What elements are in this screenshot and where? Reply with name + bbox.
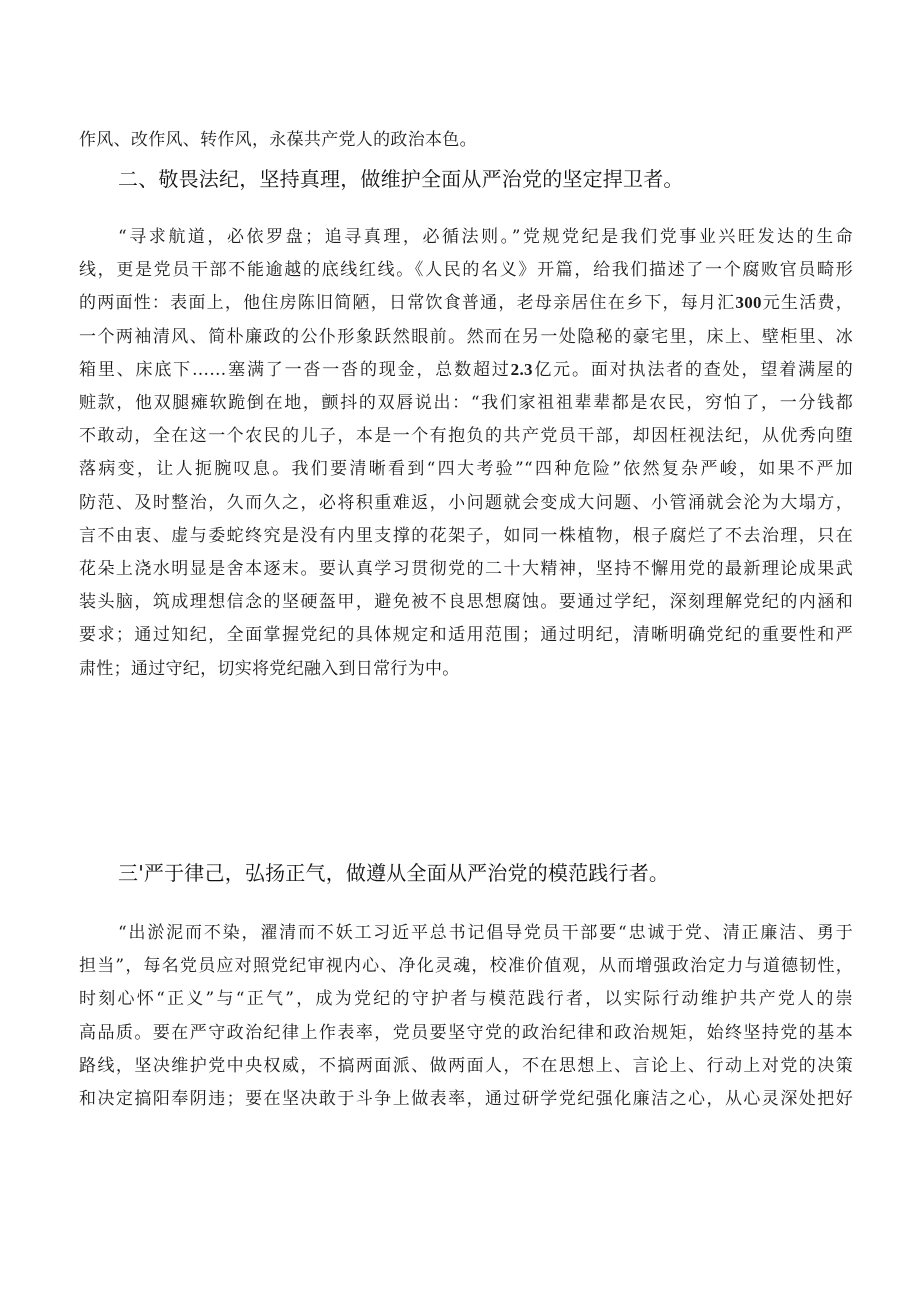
paragraph-2-line-2: 线，更是党员干部不能逾越的底线红线。《人民的名义》开篇，给我们描述了一个腐败官员畸形 xyxy=(79,260,853,280)
paragraph-3-line-2: 担当”，每名党员应对照党纪审视内心、净化灵魂，校准价值观，从而增强政治定力与道德韧性， xyxy=(79,956,853,976)
amount-300: 300 xyxy=(735,293,762,312)
paragraph-2-line-1: “寻求航道，必依罗盘；追寻真理，必循法则。”党规党纪是我们党事业兴旺发达的生命 xyxy=(118,227,853,247)
paragraph-2-line-5-text-a: 箱里、床底下……塞满了一沓一沓的现金，总数超过 xyxy=(79,360,511,380)
paragraph-3-line-3: 时刻心怀“正义”与“正气”，成为党纪的守护者与模范践行者，以实际行动维护共产党人的崇 xyxy=(79,989,853,1009)
paragraph-2-line-3-text-b: 元生活费， xyxy=(761,293,853,313)
paragraph-3-line-1: “出淤泥而不染，濯清而不妖工习近平总书记倡导党员干部要“忠诚于党、清正廉洁、勇于 xyxy=(118,923,853,943)
section-2-heading: 二、敬畏法纪，坚持真理，做维护全面从严治党的坚定捍卫者。 xyxy=(118,167,684,191)
paragraph-2-line-4: 一个两袖清风、简朴廉政的公仆形象跃然眼前。然而在另一处隐秘的豪宅里，床上、壁柜里、冰 xyxy=(79,327,853,347)
paragraph-2-line-12: 装头脑，筑成理想信念的坚硬盔甲，避免被不良思想腐蚀。要通过学纪，深刻理解党纪的内涵和 xyxy=(79,592,853,612)
paragraph-1-line-1: 作风、改作风、转作风，永葆共产党人的政治本色。 xyxy=(79,130,477,150)
paragraph-2-line-14: 肃性；通过守纪，切实将党纪融入到日常行为中。 xyxy=(79,659,460,679)
paragraph-3-line-5: 路线，坚决维护党中央权威，不搞两面派、做两面人，不在思想上、言论上、行动上对党的决策 xyxy=(79,1056,853,1076)
paragraph-3-line-6: 和决定搞阳奉阴违；要在坚决敢于斗争上做表率，通过研学党纪强化廉洁之心，从心灵深处把好 xyxy=(79,1089,853,1109)
paragraph-2-line-9: 防范、及时整治，久而久之，必将积重难返，小问题就会变成大问题、小管涌就会沦为大塌方， xyxy=(79,493,853,513)
paragraph-2-line-5-text-b: 亿元。面对执法者的查处，望着满屋的 xyxy=(532,360,853,380)
paragraph-2-line-13: 要求；通过知纪，全面掌握党纪的具体规定和适用范围；通过明纪，清晰明确党纪的重要性和严 xyxy=(79,625,853,645)
paragraph-2-line-3-text-a: 的两面性：表面上，他住房陈旧简陋，日常饮食普通，老母亲居住在乡下，每月汇 xyxy=(79,293,736,313)
paragraph-2-line-8: 落病变，让人扼腕叹息。我们要清晰看到“四大考验”“四种危险”依然复杂严峻，如果不严加 xyxy=(79,459,853,479)
paragraph-2-line-6: 赃款，他双腿瘫软跪倒在地，颤抖的双唇说出：“我们家祖祖辈辈都是农民，穷怕了，一分钱都 xyxy=(79,393,853,413)
section-3-heading: 三'严于律己，弘扬正气，做遵从全面从严治党的模范践行者。 xyxy=(118,861,670,885)
paragraph-3-line-4: 高品质。要在严守政治纪律上作表率，党员要坚守党的政治纪律和政治规矩，始终坚持党的基本 xyxy=(79,1023,853,1043)
amount-2-3: 2.3 xyxy=(510,360,533,379)
paragraph-2-line-5 xyxy=(79,359,853,381)
paragraph-2-line-11: 花朵上浇水明显是舍本逐末。要认真学习贯彻党的二十大精神，坚持不懈用党的最新理论成果武 xyxy=(79,559,853,579)
paragraph-2-line-3 xyxy=(79,292,853,314)
paragraph-2-line-7: 不敢动，全在这一个农民的儿子，本是一个有抱负的共产党员干部，却因枉视法纪，从优秀向堕 xyxy=(79,426,853,446)
paragraph-2-line-10: 言不由衷、虚与委蛇终究是没有内里支撑的花架子，如同一株植物，根子腐烂了不去治理，只在 xyxy=(79,526,853,546)
